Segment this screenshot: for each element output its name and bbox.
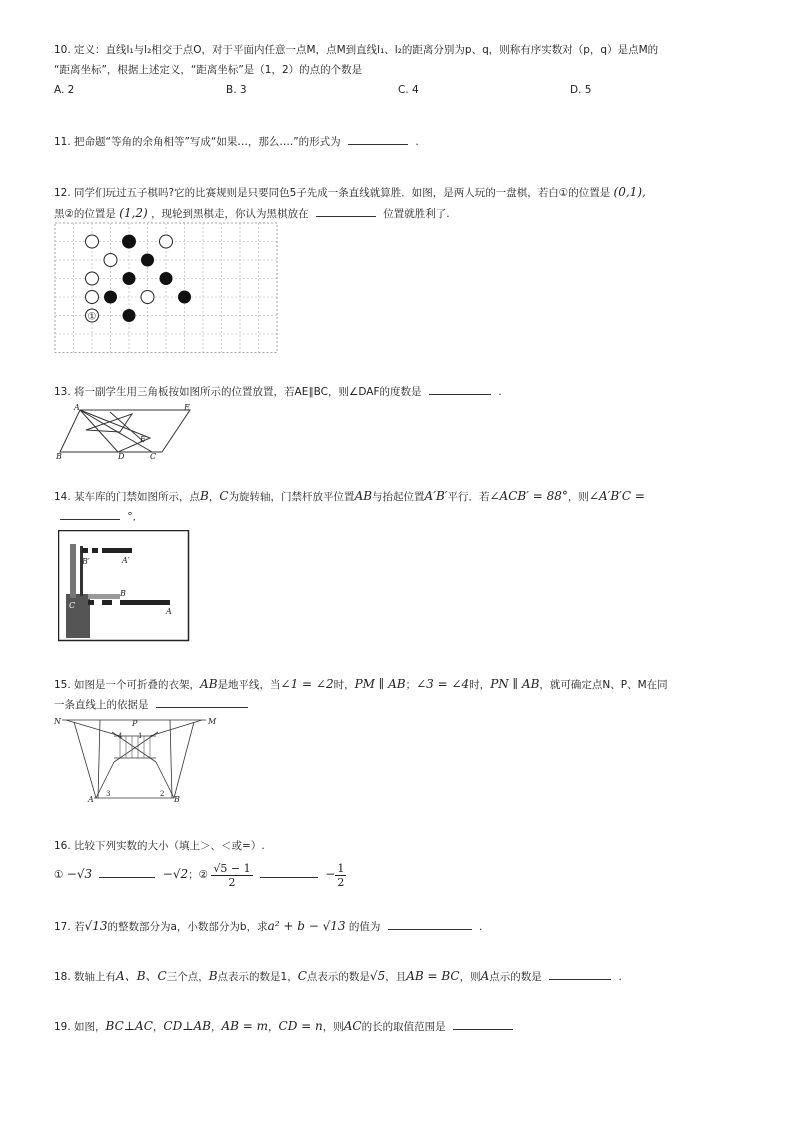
q18-text-a: 18. 数轴上有 — [54, 971, 117, 983]
q18-text-f: ，则 — [459, 971, 481, 983]
gomoku-board-figure — [54, 222, 278, 354]
question-10 — [54, 40, 754, 100]
black-stone — [123, 235, 136, 248]
q11-end: . — [415, 136, 419, 148]
q14-text-d: 平行．若 — [447, 491, 490, 503]
label-d: D — [118, 452, 125, 460]
black-stone — [123, 309, 136, 322]
black-stone — [141, 254, 154, 267]
q18-text-d: 点表示的数是 — [306, 971, 370, 983]
q16-part1-marker: ① — [54, 869, 64, 881]
option-d[interactable]: D. 5 — [570, 84, 592, 96]
q17-answer-blank[interactable] — [388, 917, 472, 930]
q12-coord-white: (0,1), — [613, 185, 646, 199]
q14-ab: AB — [354, 489, 373, 503]
q14-text-a: 14. 某车库的门禁如图所示，点 — [54, 491, 201, 503]
option-b[interactable]: B. 3 — [226, 84, 247, 96]
q19-text-a: 19. 如图， — [54, 1021, 106, 1033]
q14-cond: ∠ACB′ = 88° — [489, 489, 568, 503]
q16-neg-sign: − — [325, 867, 336, 881]
q16-blank-1[interactable] — [99, 865, 155, 878]
q14-text-c: 与抬起位置 — [372, 491, 425, 503]
label-c: C — [150, 452, 157, 460]
label-a: A — [74, 403, 80, 412]
q15-text-a: 15. 如图是一个可折叠的衣架， — [54, 679, 201, 691]
q18-answer-blank[interactable] — [549, 967, 611, 980]
q15-text-e: 时， — [469, 679, 491, 691]
q16-expr-a1: −√3 — [66, 867, 93, 881]
q19-answer-blank[interactable] — [453, 1017, 513, 1030]
q19-cond3: AB = m — [221, 1019, 269, 1033]
q13-answer-blank[interactable] — [429, 382, 491, 395]
bar-stripe-2 — [98, 548, 102, 553]
q14-sep: ， — [208, 491, 220, 503]
rack-left-diag — [74, 722, 96, 798]
q16-fraction-2-den: 2 — [337, 875, 345, 889]
white-stone — [86, 291, 99, 304]
label-m: M — [208, 717, 217, 726]
q15-ab: AB — [200, 677, 218, 691]
q15-text-d: ； — [405, 679, 417, 691]
q14-point-b: B — [200, 489, 209, 503]
q15-cond1: ∠1 = ∠2 — [280, 677, 334, 691]
label-n: N — [54, 717, 61, 726]
q19-cond2: CD⊥AB — [163, 1019, 211, 1033]
white-stone — [86, 272, 99, 285]
bar-stripe-1 — [88, 548, 92, 553]
q18-b: B — [208, 969, 218, 983]
black-stone — [104, 291, 117, 304]
q16-fraction-1-num: √5 − 1 — [213, 861, 251, 875]
q12-coord-black: (1,2) — [119, 206, 148, 220]
q14-ask: ∠A′B′C = — [588, 489, 645, 503]
q18-text-b: 三个点， — [166, 971, 209, 983]
q18-text-g: 点示的数是 — [489, 971, 542, 983]
q13-text: 13. 将一副学生用三角板按如图所示的位置放置，若AE∥BC，则∠DAF的度数是 — [54, 386, 422, 398]
label-b: B — [174, 795, 180, 804]
clothes-rack-figure — [54, 712, 234, 806]
q15-cond3: ∠3 = ∠4 — [416, 677, 470, 691]
q17-expr: a² + b − √13 — [267, 919, 346, 933]
q15-text-c: 时， — [333, 679, 355, 691]
label-a: A — [88, 795, 94, 804]
rack-right-diag — [174, 722, 194, 798]
q17-end: . — [479, 921, 483, 933]
white-stone — [86, 235, 99, 248]
q16-text: 16. 比较下列实数的大小（填上＞、＜或=）. — [54, 840, 265, 852]
raised-bar-support — [80, 546, 83, 596]
label-a: A — [166, 607, 172, 616]
question-14 — [54, 486, 754, 527]
q12-answer-blank[interactable] — [316, 204, 376, 217]
label-p: P — [132, 719, 138, 728]
question-16 — [54, 836, 754, 888]
q18-a: A — [480, 969, 490, 983]
question-13 — [54, 382, 754, 402]
label-4: 4 — [118, 732, 123, 740]
q19-cond4: CD = n — [278, 1019, 323, 1033]
black-stone — [160, 272, 173, 285]
white-stone — [141, 291, 154, 304]
option-c[interactable]: C. 4 — [398, 84, 419, 96]
q16-blank-2[interactable] — [260, 865, 318, 878]
q19-sep3: ， — [268, 1021, 279, 1033]
q14-end: °． — [127, 511, 144, 523]
q11-text: 11. 把命题“等角的余角相等”写成“如果…，那么….”的形式为 — [54, 136, 341, 148]
q14-text-b: 为旋转轴，门禁杆放平位置 — [228, 491, 355, 503]
q14-apbp: A′B′ — [424, 489, 448, 503]
q16-fraction-2-num: 1 — [337, 861, 345, 875]
q12-line2a: 黑②的位置是 — [54, 208, 116, 220]
q15-text-f: ，就可确定点N、P、M在同 — [539, 679, 668, 691]
question-18 — [54, 966, 754, 987]
label-1: 1 — [138, 732, 143, 740]
label-3: 3 — [106, 790, 111, 798]
hinge-arm — [88, 594, 120, 599]
label-2: 2 — [160, 790, 165, 798]
q18-text-e: ，且 — [385, 971, 407, 983]
q12-line2c: 位置就胜利了. — [383, 208, 450, 220]
q14-answer-blank[interactable] — [60, 507, 120, 520]
q19-text-b: ，则 — [322, 1021, 344, 1033]
q18-eq: AB = BC — [406, 969, 460, 983]
q12-line1: 12. 同学们玩过五子棋吗?它的比赛规则是只要同色5子先成一条直线就算胜．如图，是两人玩的一盘棋，若白①的位置是 — [54, 187, 611, 199]
black-stone — [123, 272, 136, 285]
question-11 — [54, 132, 754, 152]
q16-fraction-2 — [335, 862, 346, 889]
white-stone — [160, 235, 173, 248]
question-19 — [54, 1016, 754, 1037]
question-17 — [54, 916, 754, 937]
q17-mid: 的整数部分为a，小数部分为b，求 — [107, 921, 268, 933]
q10-line2: “距离坐标”，根据上述定义，“距离坐标”是（1，2）的点的个数是 — [54, 64, 363, 76]
gate-post — [70, 544, 76, 598]
q19-ac: AC — [343, 1019, 362, 1033]
marked-stone-label: ① — [87, 311, 97, 323]
question-12 — [54, 182, 754, 224]
label-bp: B′ — [82, 557, 90, 566]
triangle-ruler-inner — [86, 414, 132, 432]
q10-line1: 10. 定义：直线l₁与l₂相交于点O，对于平面内任意一点M，点M到直线l₁、l₂的距离分别为p、q，则称有序实数对（p，q）是点M的 — [54, 44, 659, 56]
q11-answer-blank[interactable] — [348, 132, 408, 145]
q15-line2: 一条直线上的依据是 — [54, 699, 149, 711]
q12-line2b: ，现轮到黑棋走，你认为黑棋放在 — [151, 208, 309, 220]
q17-pre: 17. 若 — [54, 921, 85, 933]
triangle-rulers-figure — [54, 402, 194, 460]
q18-end: . — [618, 971, 622, 983]
label-c: C — [69, 601, 76, 610]
black-stone — [178, 291, 191, 304]
q19-text-c: 的长的取值范围是 — [361, 1021, 446, 1033]
q19-cond1: BC⊥AC — [105, 1019, 153, 1033]
q16-expr-b1: −√2 — [162, 867, 189, 881]
q15-cond2: PM ∥ AB — [354, 677, 406, 691]
label-f: F — [140, 435, 146, 444]
q16-fraction-1 — [211, 862, 252, 889]
label-e: E — [184, 403, 190, 412]
q13-end: . — [498, 386, 502, 398]
q18-text-c: 点表示的数是1， — [217, 971, 298, 983]
q15-answer-blank[interactable] — [156, 695, 248, 708]
q18-c: C — [297, 969, 307, 983]
rack-right-outer — [170, 720, 172, 798]
q15-text-b: 是地平线，当 — [217, 679, 281, 691]
line-ac — [80, 410, 152, 452]
q19-sep2: ， — [210, 1021, 222, 1033]
q16-part2-marker: ；② — [188, 869, 209, 881]
q14-text-e: ，则 — [567, 491, 589, 503]
bar-stripe-3 — [94, 600, 102, 605]
q15-cond4: PN ∥ AB — [490, 677, 540, 691]
question-15 — [54, 674, 754, 715]
q10-options — [54, 80, 754, 100]
q17-sqrt13: √13 — [84, 919, 108, 933]
option-a[interactable]: A. 2 — [54, 84, 75, 96]
bar-stripe-4 — [112, 600, 120, 605]
q16-fraction-1-den: 2 — [228, 875, 236, 889]
q18-sqrt5: √5 — [369, 969, 386, 983]
label-b: B — [120, 589, 126, 598]
q19-sep1: ， — [152, 1021, 164, 1033]
q14-point-c: C — [219, 489, 229, 503]
label-b: B — [56, 452, 62, 460]
rack-left-outer — [98, 720, 100, 798]
label-ap: A′ — [122, 556, 130, 565]
white-stone — [104, 254, 117, 267]
q18-abc: A、B、C — [116, 969, 167, 983]
parking-gate-figure — [58, 530, 190, 642]
q17-post: 的值为 — [348, 921, 381, 933]
